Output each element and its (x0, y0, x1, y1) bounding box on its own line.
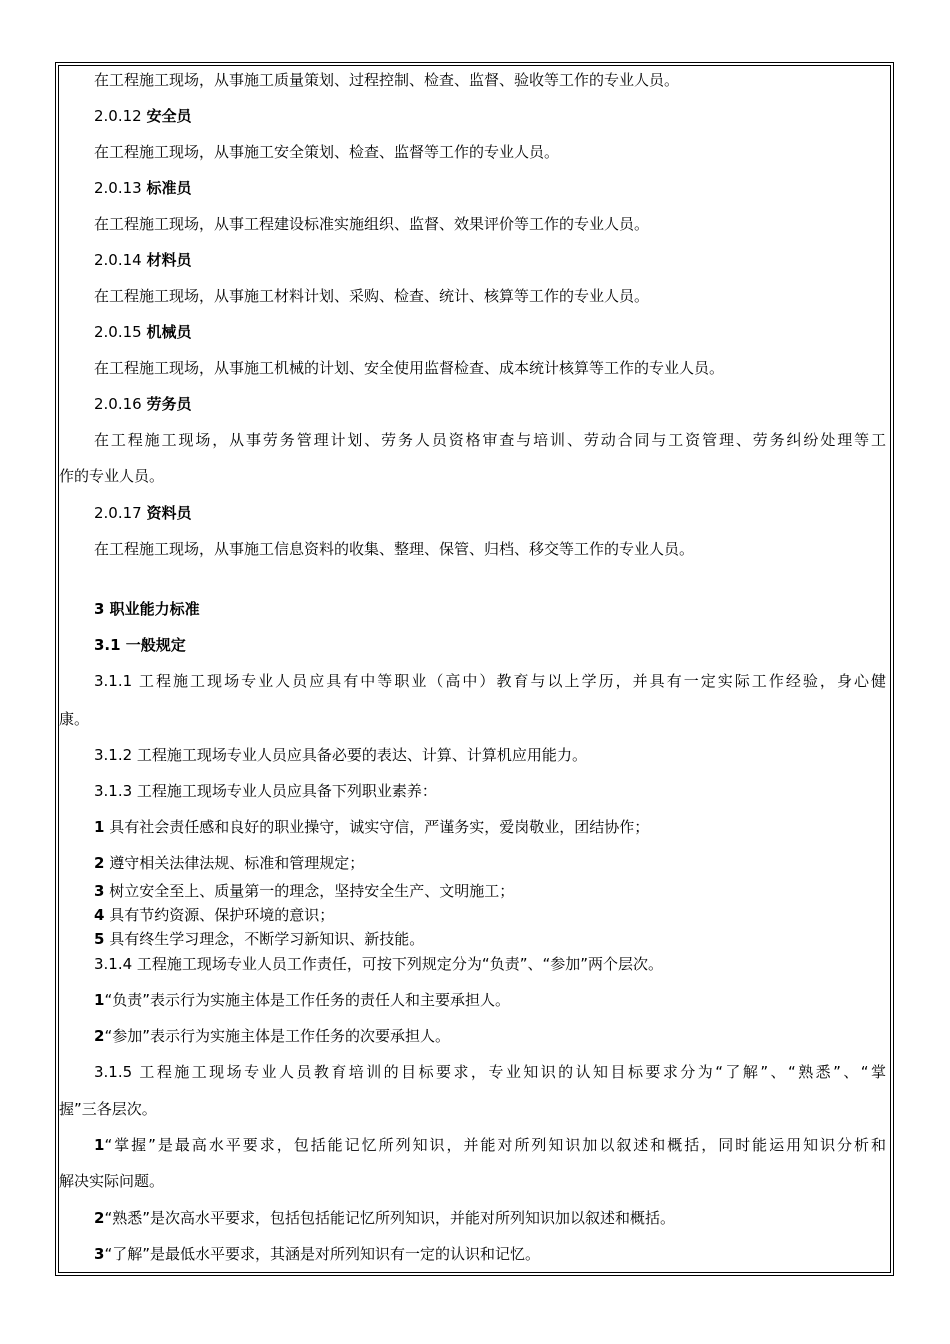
section-heading-3-1 (94, 635, 886, 655)
item-number: 5 (94, 930, 105, 948)
term-number: 2.0.16 (94, 395, 147, 413)
term-2-0-13 (94, 178, 886, 198)
clause-3-1-5-line1 (94, 1062, 886, 1082)
term-number: 2.0.13 (94, 179, 147, 197)
list-item-2 (94, 853, 886, 873)
text: 在工程施工现场，从事工程建设标准实施组织、监督、效果评价等工作的专业人员。 (94, 215, 650, 233)
text: 解决实际问题。 (59, 1172, 165, 1190)
level-item-1-line1 (94, 1135, 886, 1155)
text: 在工程施工现场，从事施工信息资料的收集、整理、保管、归档、移交等工作的专业人员。 (94, 540, 695, 558)
heading-text: 3 职业能力标准 (94, 600, 200, 618)
item-number: 4 (94, 906, 105, 924)
resp-item-2 (94, 1026, 886, 1046)
text: “参加”表示行为实施主体是工作任务的次要承担人。 (104, 1027, 450, 1045)
text: 3.1.3 工程施工现场专业人员应具备下列职业素养： (94, 782, 437, 800)
term-title: 安全员 (146, 107, 192, 125)
clause-3-1-4 (94, 954, 886, 974)
item-number: 1 (94, 991, 105, 1009)
term-title: 机械员 (146, 323, 192, 341)
text: “了解”是最低水平要求，其涵是对所列知识有一定的认识和记忆。 (104, 1245, 540, 1263)
text: 握”三各层次。 (59, 1100, 157, 1118)
term-title: 标准员 (146, 179, 192, 197)
item-number: 2 (94, 854, 105, 872)
item-number: 1 (94, 1136, 105, 1154)
text: 树立安全至上、质量第一的理念，坚持安全生产、文明施工； (104, 882, 515, 900)
term-number: 2.0.12 (94, 107, 147, 125)
text: 3.1.4 工程施工现场专业人员工作责任，可按下列规定分为“负责”、“参加”两个层次。 (94, 955, 664, 973)
section-heading-3 (94, 599, 886, 619)
item-number: 1 (94, 818, 105, 836)
text: 在工程施工现场，从事施工质量策划、过程控制、检查、监督、验收等工作的专业人员。 (94, 71, 680, 89)
text: 作的专业人员。 (59, 467, 165, 485)
para-2-0-16-body-line1 (94, 430, 886, 450)
term-2-0-15 (94, 322, 886, 342)
term-2-0-17 (94, 503, 886, 523)
list-item-3 (94, 881, 886, 901)
text: “掌握”是最高水平要求，包括能记忆所列知识，并能对所列知识加以叙述和概括，同时能运用知识分析和 (104, 1136, 886, 1154)
term-title: 劳务员 (146, 395, 192, 413)
para-2-0-11-body (94, 70, 886, 90)
text: 在工程施工现场，从事施工材料计划、采购、检查、统计、核算等工作的专业人员。 (94, 287, 650, 305)
text: 康。 (59, 710, 90, 728)
para-2-0-17-body (94, 539, 886, 559)
item-number: 3 (94, 1245, 105, 1263)
clause-3-1-5-line2 (59, 1099, 886, 1119)
page-frame (55, 62, 894, 1276)
text: 在工程施工现场，从事施工机械的计划、安全使用监督检查、成本统计核算等工作的专业人员。 (94, 359, 725, 377)
term-number: 2.0.14 (94, 251, 147, 269)
term-2-0-16 (94, 394, 886, 414)
level-item-3 (94, 1244, 886, 1264)
list-item-4 (94, 905, 886, 925)
clause-3-1-1-line1 (94, 671, 886, 691)
item-number: 2 (94, 1209, 105, 1227)
term-title: 资料员 (146, 504, 192, 522)
item-number: 2 (94, 1027, 105, 1045)
text: 3.1.2 工程施工现场专业人员应具备必要的表达、计算、计算机应用能力。 (94, 746, 587, 764)
heading-text: 3.1 一般规定 (94, 636, 186, 654)
text: 具有终生学习理念，不断学习新知识、新技能。 (104, 930, 425, 948)
text: 具有社会责任感和良好的职业操守，诚实守信，严谨务实，爱岗敬业，团结协作； (104, 818, 650, 836)
text: 3.1.1 工程施工现场专业人员应具有中等职业（高中）教育与以上学历，并具有一定实际工作经验，身心健 (94, 672, 886, 690)
text: “熟悉”是次高水平要求，包括包括能记忆所列知识，并能对所列知识加以叙述和概括。 (104, 1209, 675, 1227)
term-title: 材料员 (146, 251, 192, 269)
level-item-2 (94, 1208, 886, 1228)
page-frame-inner (58, 65, 891, 1273)
clause-3-1-2 (94, 745, 886, 765)
term-number: 2.0.15 (94, 323, 147, 341)
text: 遵守相关法律法规、标准和管理规定； (104, 854, 365, 872)
item-number: 3 (94, 882, 105, 900)
para-2-0-14-body (94, 286, 886, 306)
para-2-0-12-body (94, 142, 886, 162)
clause-3-1-3 (94, 781, 886, 801)
para-2-0-15-body (94, 358, 886, 378)
para-2-0-16-body-line2 (59, 466, 886, 486)
text: 在工程施工现场，从事劳务管理计划、劳务人员资格审查与培训、劳动合同与工资管理、劳务纠纷处理等工 (94, 431, 886, 449)
text: “负责”表示行为实施主体是工作任务的责任人和主要承担人。 (104, 991, 510, 1009)
term-2-0-14 (94, 250, 886, 270)
term-2-0-12 (94, 106, 886, 126)
para-2-0-13-body (94, 214, 886, 234)
term-number: 2.0.17 (94, 504, 147, 522)
level-item-1-line2 (59, 1171, 886, 1191)
resp-item-1 (94, 990, 886, 1010)
text: 在工程施工现场，从事施工安全策划、检查、监督等工作的专业人员。 (94, 143, 560, 161)
text: 具有节约资源、保护环境的意识； (104, 906, 335, 924)
clause-3-1-1-line2 (59, 709, 886, 729)
text: 3.1.5 工程施工现场专业人员教育培训的目标要求，专业知识的认知目标要求分为“了解”、“熟悉”、“掌 (94, 1063, 886, 1081)
list-item-1 (94, 817, 886, 837)
list-item-5 (94, 929, 886, 949)
